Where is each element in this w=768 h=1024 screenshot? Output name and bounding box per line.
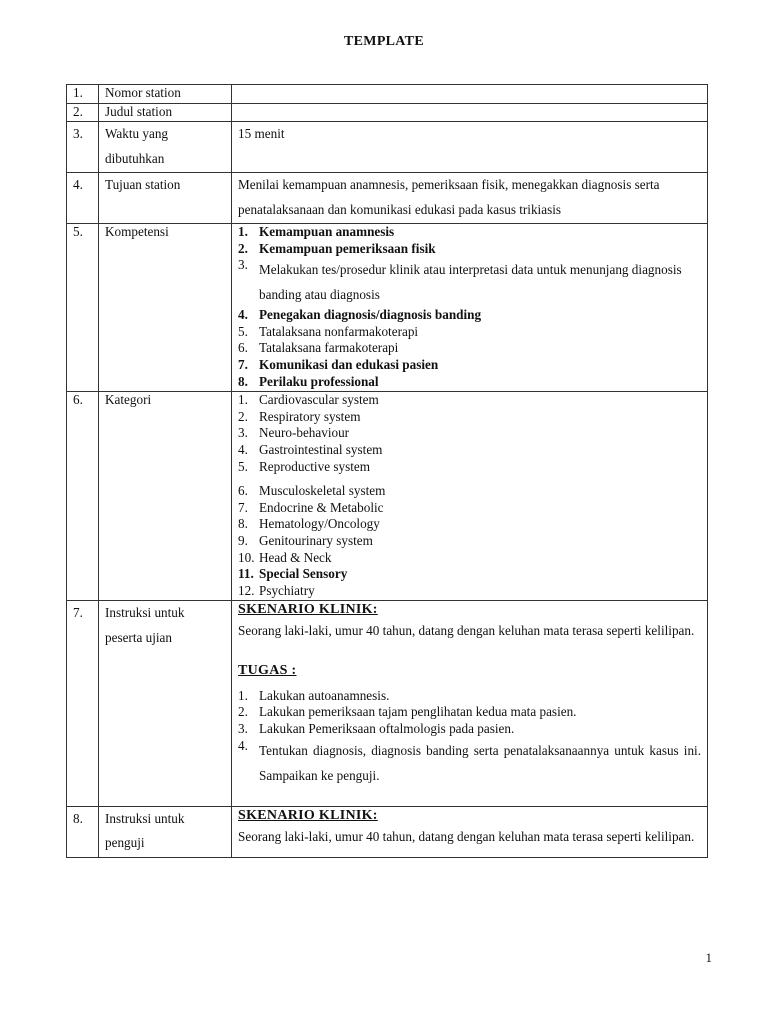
row-number: 8.: [67, 806, 99, 857]
row-label: Judul station: [99, 103, 232, 122]
item-number: 4.: [238, 737, 248, 753]
item-number: 8.: [238, 516, 248, 532]
scenario-heading: SKENARIO KLINIK:: [238, 807, 378, 823]
kategori-cell: [232, 392, 708, 601]
list-item: [238, 374, 701, 391]
item-number: 5.: [238, 458, 248, 474]
row-label: Kategori: [99, 392, 232, 601]
list-item: [238, 721, 701, 738]
row-kompetensi: [67, 224, 708, 392]
item-number: 5.: [238, 323, 248, 339]
item-text: Komunikasi dan edukasi pasien: [259, 356, 439, 372]
item-number: 6.: [238, 340, 248, 356]
item-number: 8.: [238, 373, 248, 389]
row-number: 4.: [67, 173, 99, 224]
item-number: 3.: [238, 425, 248, 441]
item-text: Hematology/Oncology: [259, 516, 380, 532]
row-nomor-station: [67, 85, 708, 104]
list-item: [238, 241, 701, 258]
item-text: Penegakan diagnosis/diagnosis banding: [259, 307, 482, 323]
item-text: Perilaku professional: [259, 373, 379, 389]
row-value: Menilai kemampuan anamnesis, pemeriksaan fisik, menegakkan diagnosis serta penatalaksanaan dan komunikasi edukasi pada kasus trikiasis: [232, 173, 708, 224]
item-text: Musculoskeletal system: [259, 483, 386, 499]
item-number: 11.: [238, 566, 254, 582]
item-number: 6.: [238, 483, 248, 499]
row-instruksi-peserta: [67, 601, 708, 806]
list-item: [238, 409, 701, 426]
item-text: Reproductive system: [259, 458, 370, 474]
item-text: Lakukan Pemeriksaan oftalmologis pada pasien.: [259, 720, 515, 736]
row-label: Kompetensi: [99, 224, 232, 392]
row-label: Nomor station: [99, 85, 232, 104]
item-text: Tatalaksana nonfarmakoterapi: [259, 323, 419, 339]
list-spacer: [238, 475, 701, 483]
item-number: 4.: [238, 307, 248, 323]
item-text: Head & Neck: [259, 549, 332, 565]
task-list: [238, 688, 701, 788]
row-instruksi-penguji: [67, 806, 708, 857]
item-text: Gastrointestinal system: [259, 441, 383, 457]
row-number: 5.: [67, 224, 99, 392]
list-item: [238, 483, 701, 500]
list-item: [238, 550, 701, 567]
list-item: [238, 500, 701, 517]
instruksi-peserta-cell: [232, 601, 708, 806]
item-text: Tatalaksana farmakoterapi: [259, 340, 399, 356]
item-number: 3.: [238, 257, 248, 273]
row-judul-station: [67, 103, 708, 122]
list-item: [238, 307, 701, 324]
scenario-text: Seorang laki-laki, umur 40 tahun, datang dengan keluhan mata terasa seperti kelilipan.: [238, 623, 695, 639]
scenario-text: Seorang laki-laki, umur 40 tahun, datang dengan keluhan mata terasa seperti kelilipan.: [238, 828, 695, 844]
row-label: Instruksi untuk penguji: [99, 806, 232, 857]
row-label: Tujuan station: [99, 173, 232, 224]
list-item: [238, 224, 701, 241]
row-value: 15 menit: [232, 122, 708, 173]
item-number: 2.: [238, 704, 248, 720]
kompetensi-list: [238, 224, 701, 390]
row-kategori: [67, 392, 708, 601]
list-item: [238, 688, 701, 705]
task-heading: TUGAS :: [238, 662, 297, 678]
page-number: 1: [705, 950, 712, 965]
list-item: [238, 583, 701, 600]
list-item: [238, 257, 701, 307]
item-text: Special Sensory: [259, 566, 348, 582]
row-label: Waktu yang dibutuhkan: [99, 122, 232, 173]
list-item: [238, 516, 701, 533]
list-item: [238, 459, 701, 476]
item-text: [259, 738, 701, 788]
list-item: [238, 324, 701, 341]
row-tujuan-station: [67, 173, 708, 224]
item-text: Genitourinary system: [259, 532, 373, 548]
item-text: Kemampuan pemeriksaan fisik: [259, 240, 436, 256]
item-number: 7.: [238, 499, 248, 515]
item-number: 4.: [238, 441, 248, 457]
row-value: [232, 85, 708, 104]
row-number: 1.: [67, 85, 99, 104]
row-number: 7.: [67, 601, 99, 806]
list-item: [238, 533, 701, 550]
item-text: [259, 257, 701, 307]
item-number: 2.: [238, 408, 248, 424]
item-text: Psychiatry: [259, 582, 315, 598]
list-item: [238, 566, 701, 583]
item-number: 12.: [238, 582, 255, 598]
list-item: [238, 738, 701, 788]
item-text: Lakukan pemeriksaan tajam penglihatan kedua mata pasien.: [259, 704, 577, 720]
item-text-wrapped: Tentukan diagnosis, diagnosis banding serta penatalaksanaannya untuk kasus ini. Sampaikan ke penguji.: [259, 742, 701, 783]
row-waktu: [67, 122, 708, 173]
item-number: 10.: [238, 549, 255, 565]
item-number: 2.: [238, 240, 248, 256]
document-title: TEMPLATE: [344, 34, 424, 49]
list-item: [238, 442, 701, 459]
row-value: [232, 103, 708, 122]
scenario-heading: SKENARIO KLINIK:: [238, 602, 378, 618]
list-item: [238, 392, 701, 409]
item-text: Neuro-behaviour: [259, 425, 350, 441]
instruksi-penguji-cell: [232, 806, 708, 857]
kategori-list: [238, 392, 701, 599]
item-number: 9.: [238, 532, 248, 548]
item-text: Endocrine & Metabolic: [259, 499, 384, 515]
item-number: 1.: [238, 224, 248, 239]
item-number: 3.: [238, 720, 248, 736]
list-item: [238, 357, 701, 374]
item-text: Respiratory system: [259, 408, 361, 424]
item-number: 7.: [238, 356, 248, 372]
item-number: 1.: [238, 392, 248, 408]
item-number: 1.: [238, 687, 248, 703]
item-text: Lakukan autoanamnesis.: [259, 687, 390, 703]
list-item: [238, 425, 701, 442]
item-text: Cardiovascular system: [259, 392, 379, 408]
station-template-table: [66, 84, 708, 858]
row-label: Instruksi untuk peserta ujian: [99, 601, 232, 806]
list-item: [238, 704, 701, 721]
kompetensi-cell: [232, 224, 708, 392]
list-item: [238, 340, 701, 357]
item-text: Kemampuan anamnesis: [259, 224, 395, 239]
row-number: 2.: [67, 103, 99, 122]
item-text-wrapped: Melakukan tes/prosedur klinik atau interpretasi data untuk menunjang diagnosis banding atau diagnosis: [259, 262, 682, 303]
row-number: 3.: [67, 122, 99, 173]
row-number: 6.: [67, 392, 99, 601]
